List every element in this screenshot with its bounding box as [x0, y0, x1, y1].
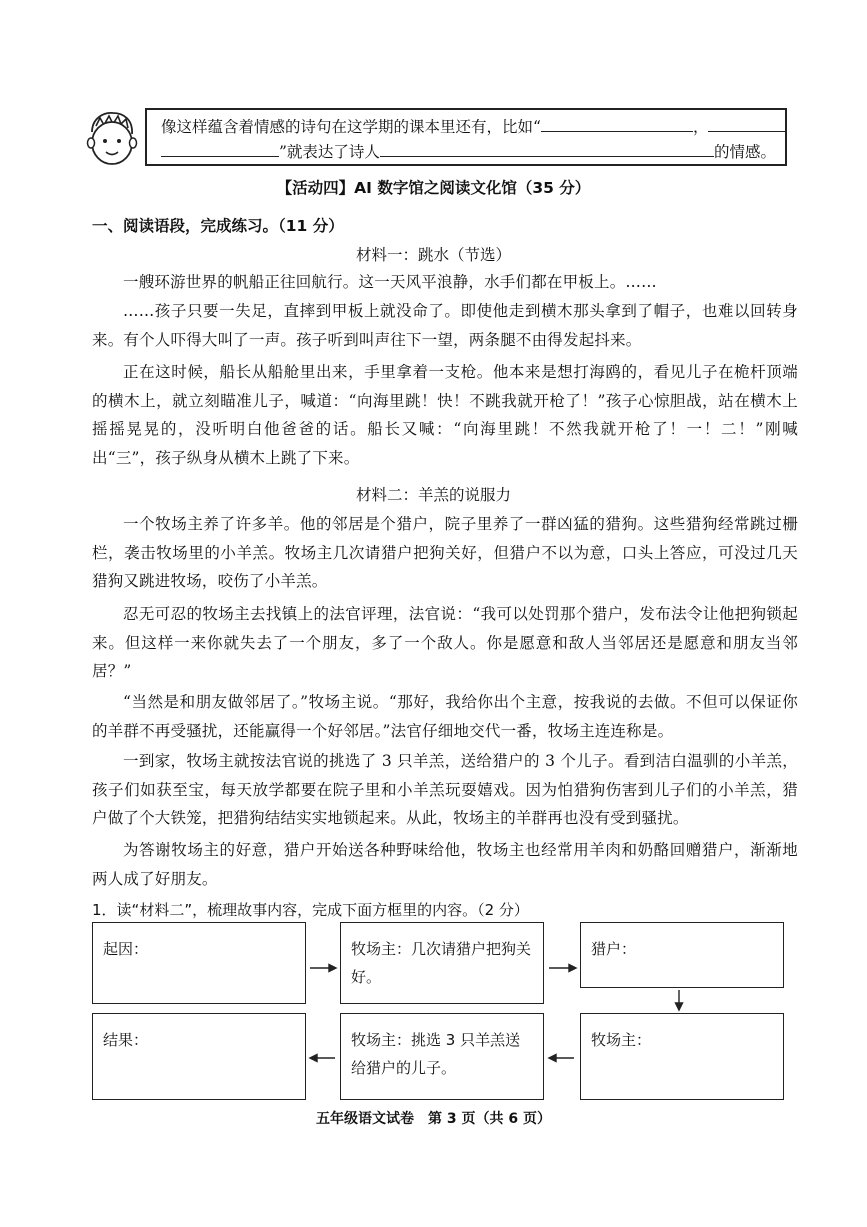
material2-paragraph: “当然是和朋友做邻居了。”牧场主说。“那好，我给你出个主意，按我说的去做。不但可以保证你的羊群不再受骚扰，还能赢得一个好邻居。”法官仔细地交代一番，牧场主连连称是。: [92, 693, 798, 740]
activity-title: 【活动四】AI 数字馆之阅读文化馆（35 分）: [276, 179, 591, 197]
child-face-icon: [86, 110, 138, 168]
answer-blank-4[interactable]: [380, 142, 714, 157]
material2-paragraph: 一个牧场主养了许多羊。他的邻居是个猎户，院子里养了一群凶猛的猎狗。这些猎狗经常跳过栅栏，袭击牧场里的小羊羔。牧场主几次请猎户把狗关好，但猎户不以为意，口头上答应，可没过几天猎狗又跳进牧场，咬伤了小羊羔。: [92, 515, 798, 590]
arrow-left-icon: [310, 1055, 335, 1062]
question-1: 1．读“材料二”，梳理故事内容，完成下面方框里的内容。（2 分）: [92, 901, 529, 919]
arrow-left-icon: [549, 1055, 574, 1062]
answer-blank-3[interactable]: [161, 142, 279, 157]
answer-blank-1[interactable]: [541, 117, 693, 132]
result-box[interactable]: 结果：: [92, 1013, 306, 1100]
material2-title: 材料二：羊羔的说服力: [355, 486, 511, 504]
prompt-comma: ，: [692, 118, 709, 136]
section-title: 一、阅读语段，完成练习。（11 分）: [92, 217, 344, 235]
page-footer: 五年级语文试卷 第 3 页（共 6 页）: [316, 1111, 551, 1127]
prompt-text-2: ”就表达了诗人: [279, 143, 380, 161]
arrow-down-icon: [676, 990, 683, 1010]
material2-paragraph: 为答谢牧场主的好意，猎户开始送各种野味给他，牧场主也经常用羊肉和奶酪回赠猎户，渐渐地两人成了好朋友。: [92, 841, 798, 888]
cause-box[interactable]: 起因：: [92, 922, 306, 1004]
prompt-text-1: 像这样蕴含着情感的诗句在这学期的课本里还有，比如“: [161, 118, 541, 136]
material1-paragraph: 一艘环游世界的帆船正往回航行。这一天风平浪静，水手们都在甲板上。……: [123, 273, 657, 291]
material2-paragraph: 忍无可忍的牧场主去找镇上的法官评理，法官说：“我可以处罚那个猎户，发布法令让他把狗锁起来。但这样一来你就失去了一个朋友，多了一个敌人。你是愿意和敌人当邻居还是愿意和朋友当邻居？”: [92, 605, 798, 680]
answer-blank-2[interactable]: [708, 117, 786, 132]
hunter-box[interactable]: 猎户：: [580, 922, 784, 988]
rancher-request-box: 牧场主：几次请猎户把狗关好。: [340, 922, 544, 1004]
rancher-gift-box: 牧场主：挑选 3 只羊羔送给猎户的儿子。: [340, 1013, 544, 1100]
fill-in-prompt-box: [145, 108, 787, 166]
material1-paragraph: ……孩子只要一失足，直摔到甲板上就没命了。即使他走到横木那头拿到了帽子，也难以回转身来。有个人吓得大叫了一声。孩子听到叫声往下一望，两条腿不由得发起抖来。: [92, 302, 798, 349]
material1-paragraph: 正在这时候，船长从船舱里出来，手里拿着一支枪。他本来是想打海鸥的，看见儿子在桅杆顶端的横木上，就立刻瞄准儿子，喊道：“向海里跳！快！不跳我就开枪了！”孩子心惊胆战，站在横木上摇摇晃晃的，没听明白他爸爸的话。船长又喊：“向海里跳！不然我就开枪了！一！二！”刚喊出“三”，孩子纵身从横木上跳了下来。: [92, 363, 798, 467]
prompt-line-1: [161, 117, 786, 137]
material1-title: 材料一：跳水（节选）: [355, 246, 511, 264]
rancher-judge-box[interactable]: 牧场主：: [580, 1013, 784, 1100]
material2-paragraph: 一到家，牧场主就按法官说的挑选了 3 只羊羔，送给猎户的 3 个儿子。看到洁白温驯的小羊羔，孩子们如获至宝，每天放学都要在院子里和小羊羔玩耍嬉戏。因为怕猎狗伤害到儿子们的小羊羔，猎户做了个大铁笼，把猎狗结结实实地锁起来。从此，牧场主的羊群再也没有受到骚扰。: [92, 752, 798, 827]
arrow-right-icon: [549, 965, 576, 972]
prompt-line-2: [161, 142, 776, 162]
prompt-text-3: 的情感。: [713, 143, 776, 161]
arrow-right-icon: [310, 965, 336, 972]
